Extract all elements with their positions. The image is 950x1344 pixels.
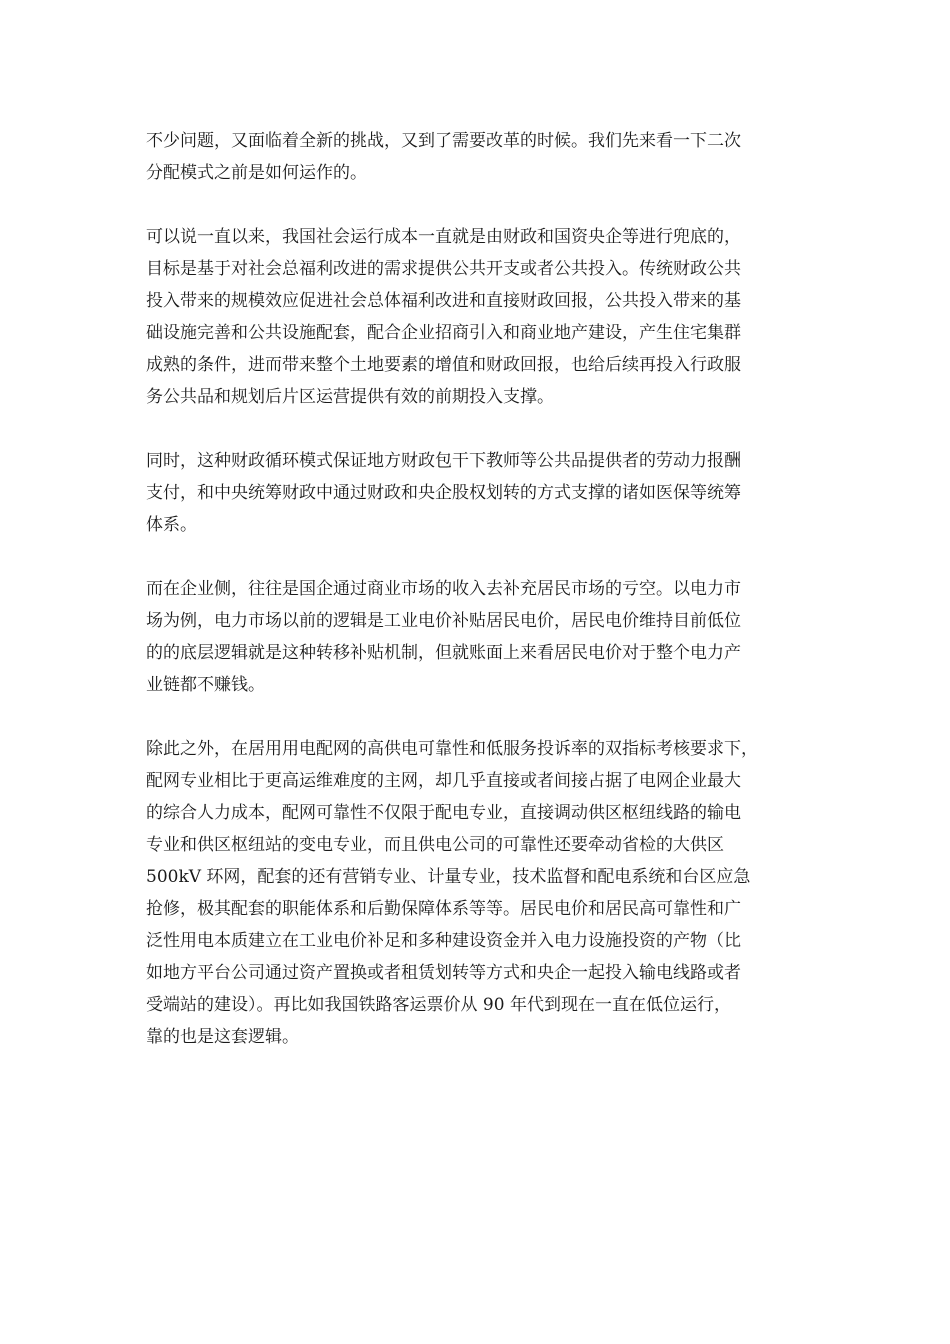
text-line: 可以说一直以来，我国社会运行成本一直就是由财政和国资央企等进行兜底的，	[146, 227, 741, 247]
paragraph-4	[146, 573, 830, 701]
text-line: 支付，和中央统筹财政中通过财政和央企股权划转的方式支撑的诸如医保等统筹	[146, 483, 741, 503]
text-line: 础设施完善和公共设施配套，配合企业招商引入和商业地产建设，产生住宅集群	[146, 323, 741, 343]
text-line: 受端站的建设）。再比如我国铁路客运票价从 90 年代到现在一直在低位运行，	[146, 995, 731, 1015]
text-line: 泛性用电本质建立在工业电价补足和多种建设资金并入电力设施投资的产物（比	[146, 931, 741, 951]
text-line: 配网专业相比于更高运维难度的主网，却几乎直接或者间接占据了电网企业最大	[146, 771, 741, 791]
text-line: 体系。	[146, 515, 197, 535]
text-line: 场为例，电力市场以前的逻辑是工业电价补贴居民电价，居民电价维持目前低位	[146, 611, 741, 631]
text-line: 分配模式之前是如何运作的。	[146, 163, 367, 183]
text-line: 而在企业侧，往往是国企通过商业市场的收入去补充居民市场的亏空。以电力市	[146, 579, 741, 599]
text-line: 投入带来的规模效应促进社会总体福利改进和直接财政回报，公共投入带来的基	[146, 291, 741, 311]
text-line: 成熟的条件，进而带来整个土地要素的增值和财政回报，也给后续再投入行政服	[146, 355, 741, 375]
text-line: 务公共品和规划后片区运营提供有效的前期投入支撑。	[146, 387, 554, 407]
paragraph-2	[146, 221, 830, 413]
text-line: 不少问题，又面临着全新的挑战，又到了需要改革的时候。我们先来看一下二次	[146, 131, 741, 151]
text-line: 业链都不赚钱。	[146, 675, 265, 695]
paragraph-3	[146, 445, 830, 541]
text-line: 除此之外，在居用用电配网的高供电可靠性和低服务投诉率的双指标考核要求下，	[146, 739, 758, 759]
text-line: 目标是基于对社会总福利改进的需求提供公共开支或者公共投入。传统财政公共	[146, 259, 741, 279]
text-line: 专业和供区枢纽站的变电专业，而且供电公司的可靠性还要牵动省检的大供区	[146, 835, 724, 855]
text-line: 同时，这种财政循环模式保证地方财政包干下教师等公共品提供者的劳动力报酬	[146, 451, 741, 471]
text-line: 的综合人力成本，配网可靠性不仅限于配电专业，直接调动供区枢纽线路的输电	[146, 803, 741, 823]
text-line: 靠的也是这套逻辑。	[146, 1027, 299, 1047]
text-line: 抢修，极其配套的职能体系和后勤保障体系等等。居民电价和居民高可靠性和广	[146, 899, 741, 919]
document-body	[146, 125, 830, 1085]
text-line: 如地方平台公司通过资产置换或者租赁划转等方式和央企一起投入输电线路或者	[146, 963, 741, 983]
paragraph-5	[146, 733, 830, 1053]
text-line: 500kV 环网，配套的还有营销专业、计量专业，技术监督和配电系统和台区应急	[146, 867, 751, 887]
paragraph-1	[146, 125, 830, 189]
text-line: 的的底层逻辑就是这种转移补贴机制，但就账面上来看居民电价对于整个电力产	[146, 643, 741, 663]
